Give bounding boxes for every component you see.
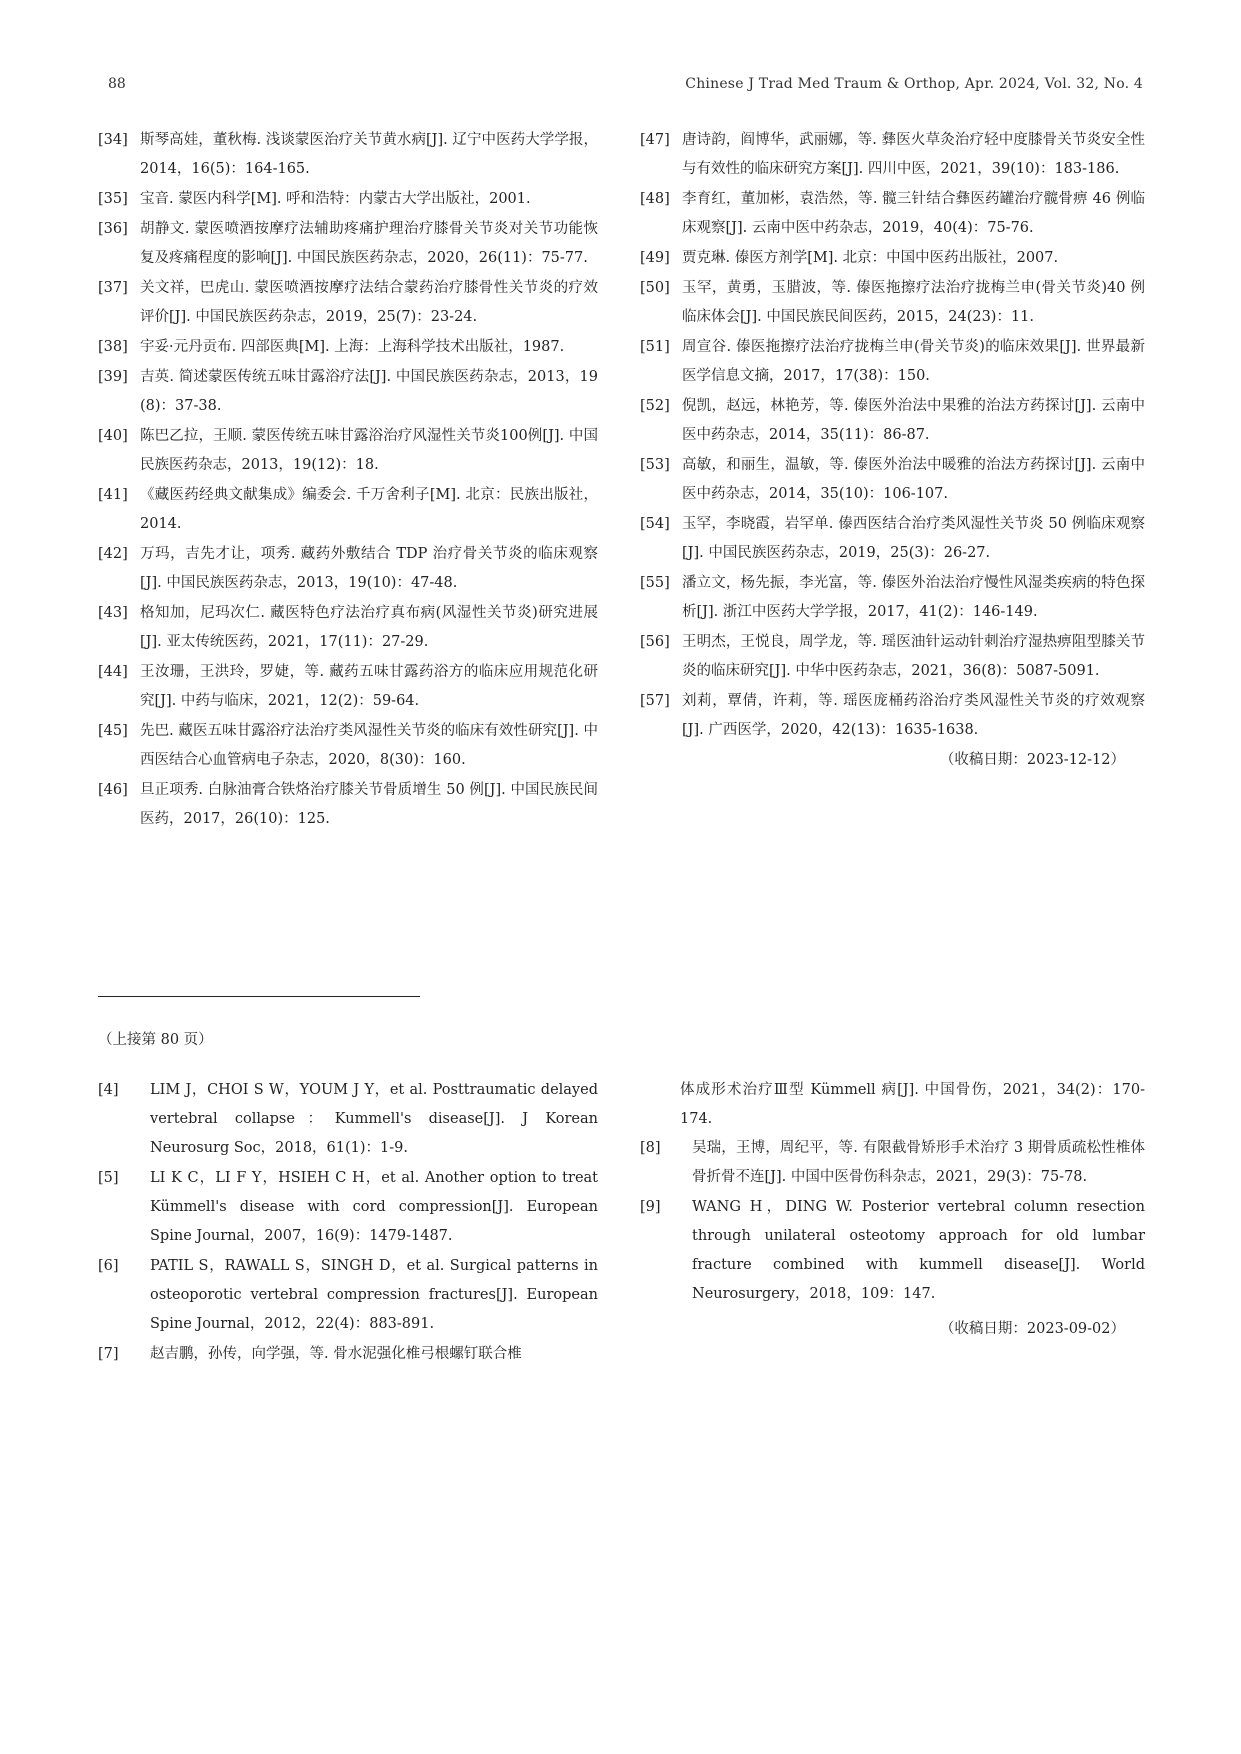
reference-item: [640, 126, 1145, 184]
reference-text: 万玛，吉先才让，项秀. 藏药外敷结合 TDP 治疗骨关节炎的临床观察[J]. 中国民族医药杂志，2013，19(10)：47-48.: [140, 546, 598, 591]
reference-text: 玉罕，黄勇，玉腊波，等. 傣医拖擦疗法治疗拢梅兰申(骨关节炎)40 例临床体会[J]. 中国民族民间医药，2015，24(23)：11.: [682, 280, 1145, 325]
reference-text: 《藏医药经典文献集成》编委会. 千万舍利子[M]. 北京：民族出版社，2014.: [140, 487, 598, 532]
references-left-column: [98, 126, 598, 835]
reference-text: WANG H，DING W. Posterior vertebral column resection through unilateral osteotomy approach for old lumbar fracture combined with kummell disease[J]. World Neurosurgery，2018，109：147.: [692, 1199, 1145, 1302]
reference-item: [98, 215, 598, 273]
reference-text: LIM J，CHOI S W，YOUM J Y，et al. Posttraumatic delayed vertebral collapse：Kummell's disease[J]. J Korean Neurosurg Soc，2018，61(1)：1-9.: [150, 1082, 598, 1156]
reference-number: [34]: [98, 132, 128, 148]
reference-number: [57]: [640, 693, 670, 709]
reference-item: [640, 687, 1145, 745]
reference-number: [40]: [98, 428, 128, 444]
references-right-column: [640, 126, 1145, 775]
reference-number: [41]: [98, 487, 128, 503]
reference-number: [36]: [98, 221, 128, 237]
reference-item: [640, 569, 1145, 627]
reference-number: [50]: [640, 280, 670, 296]
reference-item: [640, 451, 1145, 509]
reference-item: [98, 1164, 598, 1251]
reference-text: 高敏，和丽生，温敏，等. 傣医外治法中暖雅的治法方药探讨[J]. 云南中医中药杂志，2014，35(10)：106-107.: [682, 457, 1145, 502]
reference-number: [42]: [98, 546, 128, 562]
reference-item: [640, 392, 1145, 450]
reference-text: 旦正项秀. 白脉油膏合铁烙治疗膝关节骨质增生 50 例[J]. 中国民族民间医药，2017，26(10)：125.: [140, 782, 598, 827]
reference-text: PATIL S，RAWALL S，SINGH D，et al. Surgical patterns in osteoporotic vertebral compression fractures[J]. European Spine Journal，2012，22(4)：883-891.: [150, 1258, 598, 1332]
reference-number: [7]: [98, 1346, 119, 1362]
reference-text: 宇妥·元丹贡布. 四部医典[M]. 上海：上海科学技术出版社，1987.: [140, 339, 565, 355]
reference-text: 吴瑞，王博，周纪平，等. 有限截骨矫形手术治疗 3 期骨质疏松性椎体骨折骨不连[J]. 中国中医骨伤科杂志，2021，29(3)：75-78.: [692, 1140, 1145, 1185]
references-bottom-right-column: [640, 1076, 1145, 1344]
reference-item: [98, 481, 598, 539]
received-date: （收稿日期：2023-12-12）: [939, 752, 1125, 768]
reference-item: [640, 274, 1145, 332]
reference-text: 宝音. 蒙医内科学[M]. 呼和浩特：内蒙古大学出版社，2001.: [140, 191, 531, 207]
reference-item: [98, 776, 598, 834]
reference-number: [35]: [98, 191, 128, 207]
reference-item: [640, 628, 1145, 686]
received-date: （收稿日期：2023-09-02）: [939, 1321, 1125, 1337]
reference-number: [48]: [640, 191, 670, 207]
reference-item: [640, 244, 1145, 273]
reference-number: [55]: [640, 575, 670, 591]
reference-number: [46]: [98, 782, 128, 798]
section-divider: [98, 996, 420, 997]
reference-text: 贾克琳. 傣医方剂学[M]. 北京：中国中医药出版社，2007.: [682, 250, 1059, 266]
reference-number: [38]: [98, 339, 128, 355]
reference-number: [37]: [98, 280, 128, 296]
running-header: [98, 76, 1143, 100]
reference-number: [56]: [640, 634, 670, 650]
references-bottom-left-column: [98, 1076, 598, 1370]
reference-text: 潘立文，杨先振，李光富，等. 傣医外治法治疗慢性风湿类疾病的特色探析[J]. 浙江中医药大学学报，2017，41(2)：146-149.: [682, 575, 1145, 620]
reference-number: [52]: [640, 398, 670, 414]
reference-text: 王汝珊，王洪玲，罗婕，等. 藏药五味甘露药浴方的临床应用规范化研究[J]. 中药与临床，2021，12(2)：59-64.: [140, 664, 598, 709]
reference-text: 斯琴高娃，董秋梅. 浅谈蒙医治疗关节黄水病[J]. 辽宁中医药大学学报，2014，16(5)：164-165.: [140, 132, 598, 177]
reference-number: [47]: [640, 132, 670, 148]
reference-item: [98, 363, 598, 421]
continued-from-label: （上接第 80 页）: [98, 1032, 213, 1048]
reference-number: [54]: [640, 516, 670, 532]
reference-text: 陈巴乙拉，王顺. 蒙医传统五味甘露浴治疗风湿性关节炎100例[J]. 中国民族医药杂志，2013，19(12)：18.: [140, 428, 598, 473]
reference-item: [640, 1193, 1145, 1309]
reference-item: [98, 126, 598, 184]
reference-item: [98, 1252, 598, 1339]
reference-number: [4]: [98, 1082, 119, 1098]
reference-text: 赵吉鹏，孙传，向学强，等. 骨水泥强化椎弓根螺钉联合椎: [150, 1346, 522, 1362]
reference-number: [8]: [640, 1140, 661, 1156]
reference-item: [98, 1076, 598, 1163]
reference-number: [43]: [98, 605, 128, 621]
reference-text: 唐诗韵，阎博华，武丽娜，等. 彝医火草灸治疗轻中度膝骨关节炎安全性与有效性的临床研究方案[J]. 四川中医，2021，39(10)：183-186.: [682, 132, 1145, 177]
reference-number: [9]: [640, 1199, 661, 1215]
reference-text: 周宣谷. 傣医拖擦疗法治疗拢梅兰申(骨关节炎)的临床效果[J]. 世界最新医学信息文摘，2017，17(38)：150.: [682, 339, 1145, 384]
reference-item: [98, 717, 598, 775]
reference-item: [98, 1340, 598, 1369]
reference-number: [45]: [98, 723, 128, 739]
reference-item: [98, 658, 598, 716]
reference-number: [53]: [640, 457, 670, 473]
reference-item: [640, 1134, 1145, 1192]
reference-number: [49]: [640, 250, 670, 266]
reference-text: 倪凯，赵远，林艳芳，等. 傣医外治法中果雅的治法方药探讨[J]. 云南中医中药杂志，2014，35(11)：86-87.: [682, 398, 1145, 443]
reference-continuation: 体成形术治疗Ⅲ型 Kümmell 病[J]. 中国骨伤，2021，34(2)：170-174.: [680, 1082, 1145, 1127]
reference-item: [98, 333, 598, 362]
reference-item: [640, 333, 1145, 391]
reference-text: LI K C，LI F Y，HSIEH C H，et al. Another option to treat Kümmell's disease with cord compression[J]. European Spine Journal，2007，16(9)：1479-1487.: [150, 1170, 598, 1244]
reference-text: 刘莉，覃倩，许莉，等. 瑶医庞桶药浴治疗类风湿性关节炎的疗效观察[J]. 广西医学，2020，42(13)：1635-1638.: [682, 693, 1145, 738]
reference-item: [640, 185, 1145, 243]
journal-citation: Chinese J Trad Med Traum & Orthop, Apr. 2024, Vol. 32, No. 4: [685, 76, 1143, 92]
reference-item: [98, 422, 598, 480]
reference-number: [51]: [640, 339, 670, 355]
reference-number: [6]: [98, 1258, 119, 1274]
reference-text: 关文祥，巴虎山. 蒙医喷酒按摩疗法结合蒙药治疗膝骨性关节炎的疗效评价[J]. 中国民族医药杂志，2019，25(7)：23-24.: [140, 280, 598, 325]
reference-text: 胡静文. 蒙医喷酒按摩疗法辅助疼痛护理治疗膝骨关节炎对关节功能恢复及疼痛程度的影响[J]. 中国民族医药杂志，2020，26(11)：75-77.: [140, 221, 598, 266]
reference-item: [98, 540, 598, 598]
reference-item: [98, 185, 598, 214]
reference-item: [98, 274, 598, 332]
page-number: 88: [108, 76, 126, 92]
reference-text: 先巴. 藏医五味甘露浴疗法治疗类风湿性关节炎的临床有效性研究[J]. 中西医结合心血管病电子杂志，2020，8(30)：160.: [140, 723, 598, 768]
reference-text: 李育红，董加彬，袁浩然，等. 髋三针结合彝医药罐治疗髋骨痹 46 例临床观察[J]. 云南中医中药杂志，2019，40(4)：75-76.: [682, 191, 1145, 236]
reference-text: 格知加，尼玛次仁. 藏医特色疗法治疗真布病(风湿性关节炎)研究进展[J]. 亚太传统医药，2021，17(11)：27-29.: [140, 605, 598, 650]
reference-text: 吉英. 简述蒙医传统五味甘露浴疗法[J]. 中国民族医药杂志，2013，19(8)：37-38.: [140, 369, 598, 414]
reference-number: [39]: [98, 369, 128, 385]
reference-number: [5]: [98, 1170, 119, 1186]
reference-item: [98, 599, 598, 657]
reference-item: [640, 510, 1145, 568]
reference-text: 玉罕，李晓霞，岩罕单. 傣西医结合治疗类风湿性关节炎 50 例临床观察[J]. 中国民族医药杂志，2019，25(3)：26-27.: [682, 516, 1145, 561]
reference-number: [44]: [98, 664, 128, 680]
reference-text: 王明杰，王悦良，周学龙，等. 瑶医油针运动针刺治疗湿热痹阻型膝关节炎的临床研究[J]. 中华中医药杂志，2021，36(8)：5087-5091.: [682, 634, 1145, 679]
